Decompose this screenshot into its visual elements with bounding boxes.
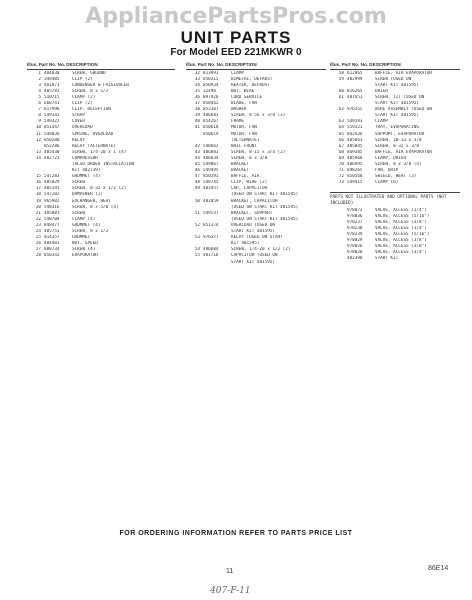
part-no: 487651 <box>347 94 363 100</box>
illus-no: 55 <box>194 253 200 259</box>
part-description: FRAME <box>231 119 244 125</box>
part-description: VALVE, ACCESS (5/16") <box>375 231 430 237</box>
part-no: 485968 <box>347 155 363 161</box>
part-description: SCREW, 8 x 5/8 (4) <box>72 204 119 210</box>
part-description: BLADE, FAN <box>231 101 257 107</box>
illus-no: 62 <box>338 107 344 113</box>
part-no: 976355 <box>347 107 363 113</box>
part-description: RELAY (ALTERNATE) <box>72 143 116 149</box>
illus-no: 69 <box>338 155 344 161</box>
document-code: 86E14 <box>428 565 449 572</box>
part-description: CAPACITOR (USED ON <box>231 253 278 259</box>
part-description: RELAY (USED ON START <box>231 235 283 241</box>
part-description: SCREW, GROUND <box>72 70 106 76</box>
part-no: 482398 <box>347 256 363 262</box>
part-no: 481071 <box>44 82 60 88</box>
part-description: START KIT 481595) <box>231 229 275 235</box>
illus-no: 49 <box>194 186 200 192</box>
part-no: 848477 <box>44 222 60 228</box>
part-no: 850568 <box>347 174 363 180</box>
illus-no: 18 <box>35 192 41 198</box>
part-no: 549867 <box>203 162 219 167</box>
illus-no: 27 <box>35 247 41 253</box>
illus-no: 65 <box>338 131 344 137</box>
part-description: NUT, WIRE <box>231 88 255 94</box>
part-description: CLAMP (6) <box>375 180 399 186</box>
illus-no: 45 <box>194 162 200 167</box>
part-no: 549322 <box>44 119 60 125</box>
illus-no: 67 <box>338 143 344 149</box>
part-description: NAIL FRONT <box>231 143 257 149</box>
part-no: 510715 <box>44 94 60 100</box>
illus-no: 41 <box>194 125 200 131</box>
part-description: RELAY <box>72 137 85 143</box>
part-description: VALVE, ACCESS (3/4") <box>375 250 427 256</box>
illus-no: 21 <box>35 210 41 216</box>
part-description: START KIT 481595) <box>231 259 275 265</box>
illus-no: 13 <box>35 149 41 155</box>
parts-column-3 <box>330 62 460 262</box>
part-description: BAFFLE, AIR <box>231 174 260 180</box>
part-description: (ALTERNATE) <box>231 137 260 143</box>
part-no: 851447 <box>44 125 60 131</box>
part-no: 486683 <box>203 113 219 119</box>
part-no: 978072 <box>347 207 363 213</box>
illus-no: 9 <box>38 119 41 125</box>
illus-no: 54 <box>194 247 200 253</box>
part-description: COMPRESSOR <box>72 155 98 161</box>
part-description: WASHER <box>231 107 247 113</box>
part-no: 485751 <box>44 229 60 235</box>
illus-no: 20 <box>35 204 41 210</box>
part-description: START KIT 481595) <box>375 82 419 88</box>
part-no: 485881 <box>44 210 60 216</box>
part-description: SCREW, 8-15 x 3/4 (2) <box>231 149 286 155</box>
part-no: 668741 <box>44 101 60 107</box>
part-no: 485781 <box>44 88 60 94</box>
part-description: FAN, DRIP <box>375 168 399 174</box>
parts-column-1 <box>27 62 175 260</box>
part-description: VALVE, ACCESS (3/8") <box>375 244 427 250</box>
illus-no: 26 <box>35 241 41 247</box>
part-no: 484481 <box>44 241 60 247</box>
illus-no: 15 <box>35 174 41 180</box>
part-description: CLAMP (4) <box>72 216 96 222</box>
part-description: KIT 482739) <box>72 168 101 174</box>
illus-no: 22 <box>35 216 41 222</box>
illus-no: 38 <box>194 107 200 113</box>
part-no: 485663 <box>347 137 363 143</box>
part-description: OVERLOAD (USED ON <box>231 222 275 228</box>
part-no: 485191 <box>44 186 60 192</box>
part-description: VALVE, ACCESS (3/8") <box>375 238 427 244</box>
part-description: VALVE, ACCESS (5/16") <box>375 213 430 219</box>
part-no: 549415 <box>347 180 363 186</box>
part-no: 850315 <box>203 76 219 82</box>
part-description: START KIT 481595) <box>375 101 419 107</box>
part-no: 850280 <box>44 137 60 143</box>
illus-no: 72 <box>338 174 344 180</box>
part-description: SCREW, 8-32 x 1/2 (2) <box>72 186 127 192</box>
part-description: CONDENSER & FRIGIDOLER <box>72 82 129 88</box>
part-no: 852286 <box>44 143 60 149</box>
part-description: SUPPORT, EVAPORATOR <box>375 131 425 137</box>
part-no: 854267 <box>203 119 219 125</box>
illus-no: 39 <box>194 113 200 119</box>
illus-no: 60 <box>338 88 344 94</box>
illus-no: 7 <box>38 107 41 113</box>
part-no: 853107 <box>203 107 219 113</box>
part-no: 817996 <box>44 107 60 113</box>
part-no: 612865 <box>347 70 363 76</box>
rows <box>330 71 460 187</box>
illus-no: 4 <box>38 88 41 94</box>
illus-no: 68 <box>338 149 344 155</box>
parts-row <box>330 180 460 186</box>
handwritten-note: 407-F-11 <box>210 586 251 596</box>
part-description: (USED ON START KIT 481595) <box>231 216 299 222</box>
part-description: SCREW, 8-32 x 3/8 <box>375 143 419 149</box>
parts-row <box>330 256 460 262</box>
part-description: (USED ON START KIT 481595) <box>231 204 299 210</box>
illus-no: 64 <box>338 125 344 131</box>
part-description: HEATER, DEFROST <box>231 82 270 88</box>
rows <box>330 208 460 263</box>
parts-row <box>27 253 175 259</box>
parts-column-2 <box>186 62 326 266</box>
part-description: EXCHANGER, HEAT <box>72 198 111 204</box>
part-description: VALVE, ACCESS (1/4") <box>375 207 427 213</box>
illus-no: 11 <box>35 131 41 137</box>
part-description: SCREW, 8 56 x 3/8 (3) <box>231 113 286 119</box>
rows <box>27 71 175 260</box>
rows <box>186 71 326 266</box>
illus-no: 37 <box>194 101 200 107</box>
part-no: 486634 <box>203 155 219 161</box>
part-description: DAMPENER (2) <box>72 192 104 198</box>
illus-no: 61 <box>338 94 344 100</box>
part-description: SCREW <box>72 180 85 186</box>
part-description: CLAMP <box>231 70 244 76</box>
page-subtitle: For Model EED 221MKWR 0 <box>170 47 302 58</box>
part-no: 978238 <box>347 225 363 231</box>
part-no: 978029 <box>347 238 363 244</box>
part-no: 816265 <box>347 88 363 94</box>
part-description: COVER <box>72 119 85 125</box>
part-no: 486083 <box>203 149 219 155</box>
illus-no: 2 <box>38 76 41 82</box>
part-no: 481957 <box>203 186 219 192</box>
illus-no: 44 <box>194 155 200 161</box>
part-description: DRIER <box>375 88 388 94</box>
illus-no: 16 <box>35 180 41 186</box>
part-no: 851374 <box>203 222 219 228</box>
illus-no: 10 <box>35 125 41 131</box>
illus-no: 48 <box>194 180 200 186</box>
part-description: SHIELD, HEAT (3) <box>375 174 417 180</box>
illus-no: 71 <box>338 168 344 174</box>
part-no: 548316 <box>44 204 60 210</box>
part-no: 880734 <box>44 247 60 253</box>
part-no: 976577 <box>203 235 219 241</box>
illus-no: 28 <box>35 253 41 259</box>
part-description: CLAMP (2) <box>72 94 96 100</box>
illus-no: 58 <box>338 70 344 76</box>
illus-no: 34 <box>194 82 200 88</box>
part-description: SCREW (USED ON <box>375 76 412 82</box>
illus-no: 46 <box>194 168 200 174</box>
page-number: 11 <box>226 568 234 575</box>
part-description: GROMMET <box>72 235 91 241</box>
part-no: 486995 <box>347 162 363 167</box>
part-no: 482059 <box>203 198 219 204</box>
part-description: BAFFLE, AIR EVAPORATOR <box>375 149 432 155</box>
part-no: 849385 <box>347 149 363 155</box>
part-description: VALVE, ACCESS (1/4") <box>375 225 427 231</box>
part-no: 349485 <box>44 76 60 82</box>
illus-no: 5 <box>38 94 41 100</box>
part-no: 559321 <box>347 125 363 131</box>
illus-no: 6 <box>38 101 41 107</box>
illus-no: 43 <box>194 149 200 155</box>
part-no: 814357 <box>44 235 60 241</box>
part-no: 548708 <box>44 216 60 222</box>
part-no: 482999 <box>347 76 363 82</box>
illus-no: 12 <box>35 137 41 143</box>
part-no: 978239 <box>347 231 363 237</box>
part-description: CORD SERVICE <box>231 94 263 100</box>
part-description: KIT 481595) <box>231 241 260 247</box>
part-description: CAP, CAPACITOR <box>231 186 268 192</box>
part-description: BIMETAL, DEFROST <box>231 76 273 82</box>
ordering-footer: FOR ORDERING INFORMATION REFER TO PARTS PRICE LIST <box>119 530 353 537</box>
part-description: BRACKET, SUPPORT <box>231 210 273 216</box>
part-no: 813991 <box>203 70 219 76</box>
watermark: AppliancePartsPros.com <box>85 4 387 29</box>
part-description: BRACKET, CAPACITOR <box>231 198 278 204</box>
part-no: 548745 <box>203 180 219 186</box>
part-no: 978026 <box>347 244 363 250</box>
illus-no: 24 <box>35 229 41 235</box>
part-description: SCREW, 8 x 1/2 <box>72 229 109 235</box>
illus-no: 33 <box>194 76 200 82</box>
part-no: 547202 <box>44 192 60 198</box>
part-description: GROMMET (4) <box>72 174 101 180</box>
illus-no: 19 <box>35 198 41 204</box>
part-description: (ALSO ORDER INSTALLATION <box>72 162 135 167</box>
part-description: CLIP (2) <box>72 101 93 107</box>
illus-no: 51 <box>194 210 200 216</box>
part-description: SCREW, (2) (USED ON <box>375 94 425 100</box>
column-header: Illus. Part No. No. DESCRIPTION <box>330 62 460 70</box>
part-no: 549193 <box>347 119 363 125</box>
illus-no: 42 <box>194 143 200 149</box>
part-no: 486604 <box>203 247 219 253</box>
part-no: 850462 <box>203 101 219 107</box>
illus-no: 59 <box>338 76 344 82</box>
illus-no: 1 <box>38 70 41 76</box>
part-description: OVERLOAD <box>72 125 93 131</box>
part-description: MOTOR, FAN <box>231 131 257 137</box>
illus-no: 14 <box>35 155 41 161</box>
part-description: SPRING, OVERLOAD <box>72 131 114 137</box>
part-no: 850591 <box>203 174 219 180</box>
part-no: 897926 <box>203 94 219 100</box>
part-description: TRAY, EVAPORATING <box>375 125 419 131</box>
part-no: 549537 <box>203 210 219 216</box>
illus-no: 32 <box>194 70 200 76</box>
part-no: 547283 <box>44 174 60 180</box>
column-header: Illus. Part No. No. DESCRIPTION <box>186 62 326 70</box>
part-no: 549495 <box>203 168 219 174</box>
part-no: 850619 <box>203 131 219 137</box>
part-description: START KIT 481595) <box>375 113 419 119</box>
part-description: GROMMET (4) <box>72 222 101 228</box>
illus-no: 50 <box>194 198 200 204</box>
part-description: VALVE, ACCESS (3/8") <box>375 219 427 225</box>
illus-no: 25 <box>35 235 41 241</box>
parts-row <box>186 260 326 266</box>
part-no: 965902 <box>44 198 60 204</box>
part-description: SCREW, 8 x 1/2 <box>72 88 109 94</box>
part-description: MOTOR, FAN <box>231 125 257 131</box>
part-description: WIRE ASSEMBLY (USED ON <box>375 107 432 113</box>
illus-no: 66 <box>338 137 344 143</box>
page-title: UNIT PARTS <box>180 28 292 47</box>
part-description: SCREW, 10-13 x 3/8 <box>375 137 422 143</box>
part-description: CLIP, RECEPTION <box>72 107 111 113</box>
part-no: 485029 <box>44 180 60 186</box>
illus-no: 53 <box>194 235 200 241</box>
part-no: 548662 <box>203 143 219 149</box>
part-description: SCREW (4) <box>72 247 96 253</box>
part-no: 850343 <box>44 253 60 259</box>
part-no: 32490 <box>203 88 216 94</box>
illus-no: 17 <box>35 186 41 192</box>
part-description: BRACKET <box>231 168 250 174</box>
part-no: 978237 <box>347 219 363 225</box>
part-no: 842436 <box>347 131 363 137</box>
illus-no: 3 <box>38 82 41 88</box>
part-no: 485430 <box>44 149 60 155</box>
illus-no: 70 <box>338 162 344 167</box>
part-no: 850934 <box>203 82 219 88</box>
illus-no: 73 <box>338 180 344 186</box>
part-no: 481716 <box>203 253 219 259</box>
illus-no: 36 <box>194 94 200 100</box>
part-description: SCREW, 8 x 3/8 (4) <box>375 162 422 167</box>
column-header: Illus. Part No. No. DESCRIPTION <box>27 62 175 70</box>
part-description: STRAP <box>72 113 85 119</box>
part-no: 898265 <box>347 168 363 174</box>
part-description: CLIP (2) <box>72 76 93 82</box>
part-no: 978036 <box>347 213 363 219</box>
part-description: SCREW, 1/4-20 x 1/2 (2) <box>231 247 291 253</box>
part-description: EVAPORATOR <box>72 253 98 259</box>
part-no: 549036 <box>44 131 60 137</box>
part-description: BRACKET <box>231 162 250 167</box>
part-no: 482721 <box>44 155 60 161</box>
part-description: BAFFLE, AIR EVAPORATOR <box>375 70 432 76</box>
part-description: SCREW <box>72 210 85 216</box>
illus-no: 47 <box>194 174 200 180</box>
part-no: 549342 <box>44 113 60 119</box>
part-description: SCREW, 8 x 3/8 <box>231 155 268 161</box>
part-description: CLIP, WIRE (2) <box>231 180 268 186</box>
part-no: 484030 <box>44 70 60 76</box>
illus-no: 52 <box>194 222 200 228</box>
part-description: (USED ON START KIT 481595) <box>231 192 299 198</box>
part-no: 850618 <box>203 125 219 131</box>
part-no: 485845 <box>347 143 363 149</box>
illus-no: 23 <box>35 222 41 228</box>
illus-no: 8 <box>38 113 41 119</box>
part-description: CLAMP <box>375 119 388 125</box>
part-description: NUT, SPEED <box>72 241 98 247</box>
illus-no: 63 <box>338 119 344 125</box>
illus-no: 35 <box>194 88 200 94</box>
part-description: SCREW, 1/4-20 x 1 (4) <box>72 149 127 155</box>
part-no: 978020 <box>347 250 363 256</box>
not-illustrated-note: PARTS NOT ILLUSTRATED AND OPTIONAL PARTS (NOT INCLUDED) <box>330 192 460 207</box>
part-description: CLAMP, DRIER <box>375 155 407 161</box>
part-description: START KIT <box>375 256 399 262</box>
illus-no: 40 <box>194 119 200 125</box>
parts-table <box>0 62 472 532</box>
